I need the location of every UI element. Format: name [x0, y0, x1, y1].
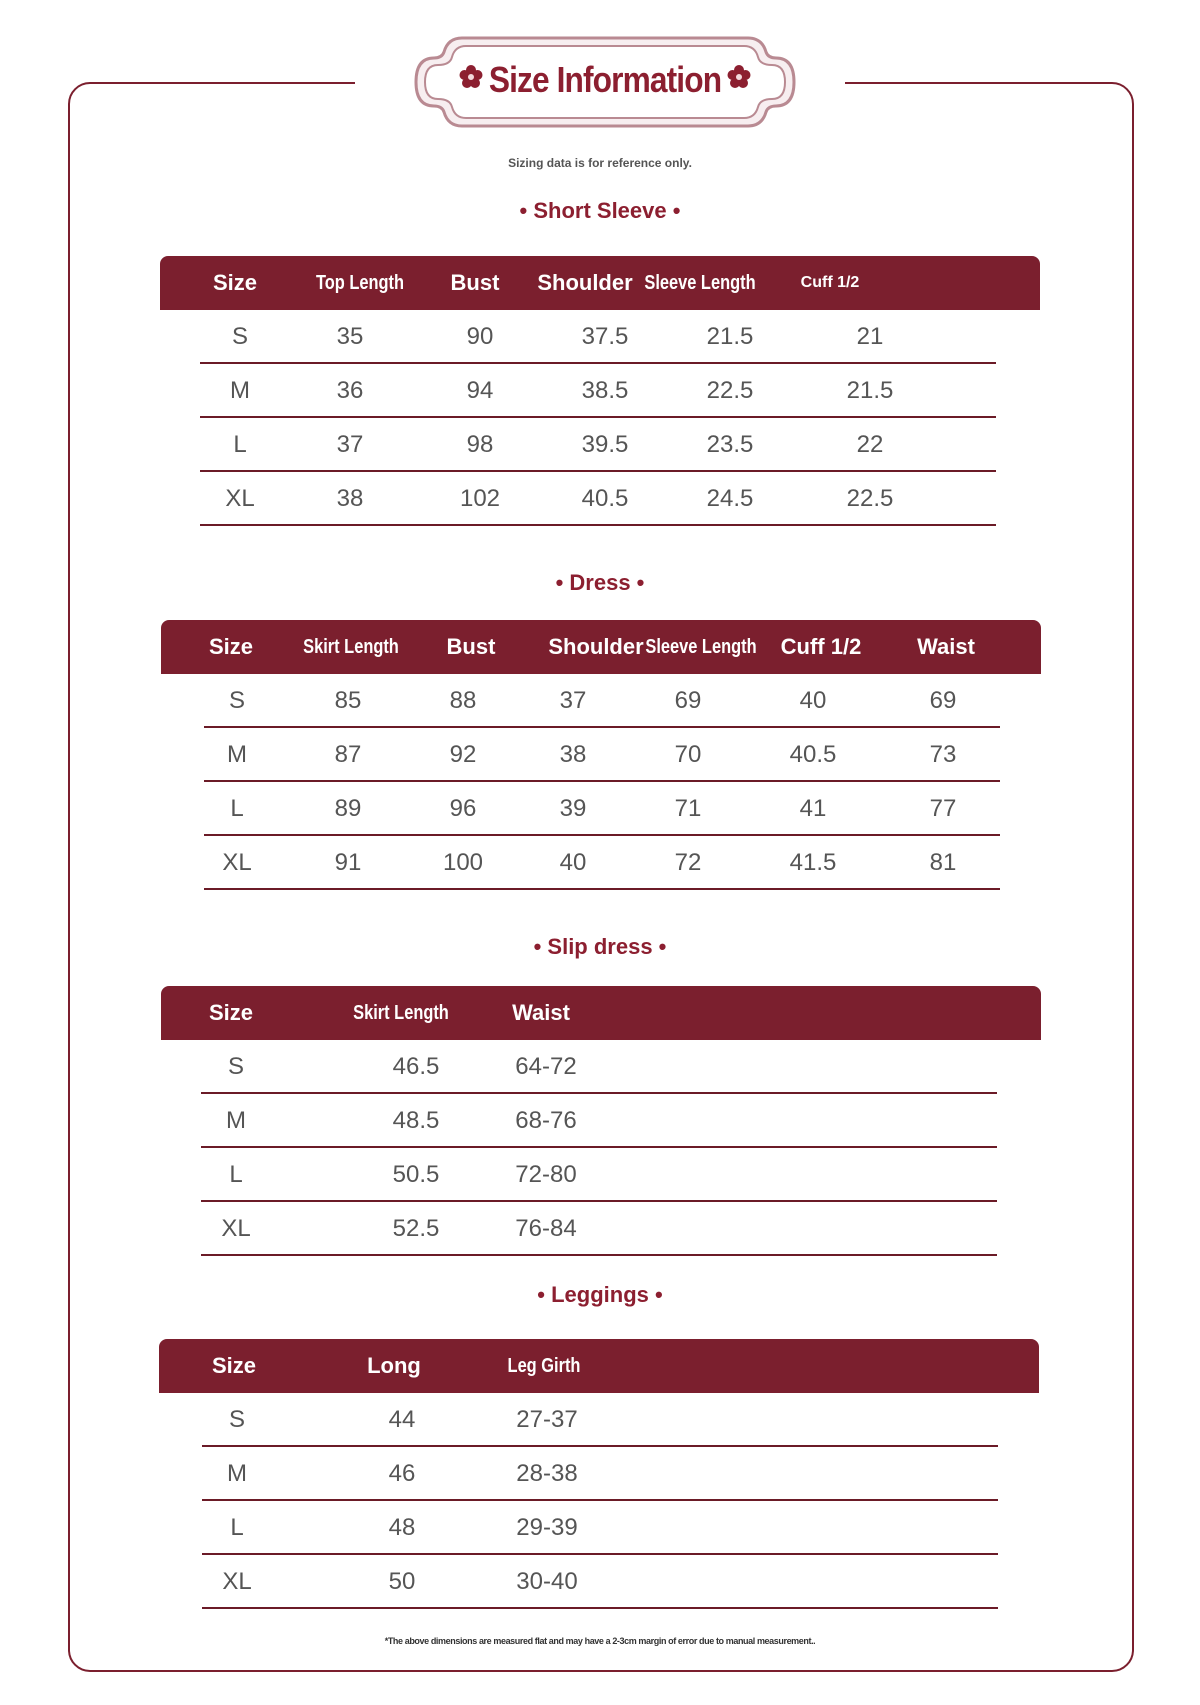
measurement-cell: 52.5: [392, 1215, 440, 1242]
flower-icon: [726, 64, 752, 90]
measurement-cell: 76-84: [515, 1215, 577, 1242]
measurement-cell: 40: [799, 687, 827, 714]
section-title-slip-dress: • Slip dress •: [533, 934, 667, 959]
section-title-short-sleeve: • Short Sleeve •: [519, 198, 681, 223]
size-cell: M: [227, 1460, 247, 1487]
column-header: Top Length: [315, 271, 405, 294]
size-cell: L: [230, 795, 244, 822]
column-header: Size: [208, 634, 254, 659]
column-header: Bust: [450, 270, 500, 295]
measurement-cell: 73: [929, 741, 957, 768]
measurement-cell: 22: [856, 431, 884, 458]
measurement-cell: 41: [799, 795, 827, 822]
table-row: [201, 1148, 997, 1202]
column-header: Bust: [446, 634, 496, 659]
size-cell: L: [230, 1514, 244, 1541]
measurement-cell: 21.5: [846, 377, 894, 404]
measurement-cell: 102: [459, 485, 501, 512]
size-cell: S: [228, 1406, 245, 1433]
measurement-cell: 91: [334, 849, 362, 876]
measurement-cell: 40.5: [581, 485, 629, 512]
measurement-cell: 96: [449, 795, 477, 822]
table-header: [160, 256, 1040, 310]
size-cell: S: [227, 1053, 244, 1080]
size-cell: S: [231, 323, 248, 350]
size-cell: L: [229, 1161, 243, 1188]
measurement-cell: 98: [466, 431, 494, 458]
section-title-dress: • Dress •: [555, 570, 645, 595]
measurement-cell: 72-80: [515, 1161, 577, 1188]
column-header: Leg Girth: [507, 1354, 581, 1377]
measurement-cell: 69: [674, 687, 702, 714]
measurement-cell: 35: [336, 323, 364, 350]
size-cell: L: [233, 431, 247, 458]
measurement-cell: 46: [388, 1460, 416, 1487]
column-header: Size: [212, 270, 258, 295]
table-header: [161, 986, 1041, 1040]
measurement-cell: 40.5: [789, 741, 837, 768]
measurement-cell: 36: [336, 377, 364, 404]
measurement-cell: 90: [466, 323, 494, 350]
table-row: [204, 674, 1000, 728]
measurement-cell: 21.5: [706, 323, 754, 350]
measurement-cell: 69: [929, 687, 957, 714]
measurement-cell: 37: [336, 431, 364, 458]
size-cell: XL: [222, 1568, 252, 1595]
table-row: [204, 728, 1000, 782]
measurement-cell: 38: [559, 741, 587, 768]
measurement-cell: 22.5: [846, 485, 894, 512]
reference-note: Sizing data is for reference only.: [508, 156, 692, 170]
measurement-cell: 94: [466, 377, 494, 404]
measurement-cell: 30-40: [516, 1568, 578, 1595]
measurement-cell: 50: [388, 1568, 416, 1595]
measurement-cell: 72: [674, 849, 702, 876]
measurement-cell: 46.5: [392, 1053, 440, 1080]
column-header: Sleeve Length: [645, 635, 757, 658]
column-header: Long: [367, 1353, 421, 1378]
measurement-cell: 41.5: [789, 849, 837, 876]
measurement-cell: 89: [334, 795, 362, 822]
table-row: [202, 1447, 998, 1501]
table-row: [200, 418, 996, 472]
measurement-cell: 100: [442, 849, 484, 876]
column-header: Skirt Length: [303, 635, 399, 658]
table-row: [200, 310, 996, 364]
measurement-cell: 27-37: [516, 1406, 578, 1433]
measurement-cell: 37.5: [581, 323, 629, 350]
measurement-cell: 70: [674, 741, 702, 768]
measurement-cell: 71: [674, 795, 702, 822]
table-row: [202, 1393, 998, 1447]
measurement-cell: 28-38: [516, 1460, 578, 1487]
size-cell: XL: [225, 485, 255, 512]
table-row: [202, 1555, 998, 1609]
table-row: [201, 1202, 997, 1256]
footnote: *The above dimensions are measured flat and may have a 2-3cm margin of error due to manual measurement..: [384, 1636, 816, 1646]
table-row: [200, 364, 996, 418]
measurement-cell: 87: [334, 741, 362, 768]
table-row: [201, 1094, 997, 1148]
measurement-cell: 64-72: [515, 1053, 577, 1080]
section-title-leggings: • Leggings •: [537, 1282, 663, 1307]
measurement-cell: 85: [334, 687, 362, 714]
size-cell: XL: [222, 849, 252, 876]
column-header: Size: [211, 1353, 257, 1378]
measurement-cell: 24.5: [706, 485, 754, 512]
size-cell: M: [226, 1107, 246, 1134]
column-header: Shoulder: [548, 634, 644, 659]
measurement-cell: 77: [929, 795, 957, 822]
column-header: Cuff 1/2: [800, 274, 860, 291]
measurement-cell: 29-39: [516, 1514, 578, 1541]
size-cell: M: [227, 741, 247, 768]
table-row: [201, 1040, 997, 1094]
measurement-cell: 48.5: [392, 1107, 440, 1134]
table-row: [204, 782, 1000, 836]
table-header: [159, 1339, 1039, 1393]
measurement-cell: 21: [856, 323, 884, 350]
column-header: Skirt Length: [353, 1001, 449, 1024]
measurement-cell: 68-76: [515, 1107, 577, 1134]
size-cell: S: [228, 687, 245, 714]
size-cell: XL: [221, 1215, 251, 1242]
measurement-cell: 39.5: [581, 431, 629, 458]
size-cell: M: [230, 377, 250, 404]
measurement-cell: 38: [336, 485, 364, 512]
table-row: [200, 472, 996, 526]
measurement-cell: 40: [559, 849, 587, 876]
table-row: [202, 1501, 998, 1555]
table-header: [161, 620, 1041, 674]
flower-icon: [458, 64, 484, 90]
measurement-cell: 92: [449, 741, 477, 768]
measurement-cell: 37: [559, 687, 587, 714]
measurement-cell: 48: [388, 1514, 416, 1541]
column-header: Cuff 1/2: [780, 634, 862, 659]
measurement-cell: 88: [449, 687, 477, 714]
column-header: Shoulder: [537, 270, 633, 295]
column-header: Waist: [917, 634, 975, 659]
measurement-cell: 39: [559, 795, 587, 822]
measurement-cell: 22.5: [706, 377, 754, 404]
measurement-cell: 23.5: [706, 431, 754, 458]
page-title: Size Information: [488, 59, 722, 100]
column-header: Sleeve Length: [644, 271, 756, 294]
measurement-cell: 38.5: [581, 377, 629, 404]
measurement-cell: 81: [929, 849, 957, 876]
table-row: [204, 836, 1000, 890]
measurement-cell: 50.5: [392, 1161, 440, 1188]
measurement-cell: 44: [388, 1406, 416, 1433]
column-header: Size: [208, 1000, 254, 1025]
column-header: Waist: [512, 1000, 570, 1025]
